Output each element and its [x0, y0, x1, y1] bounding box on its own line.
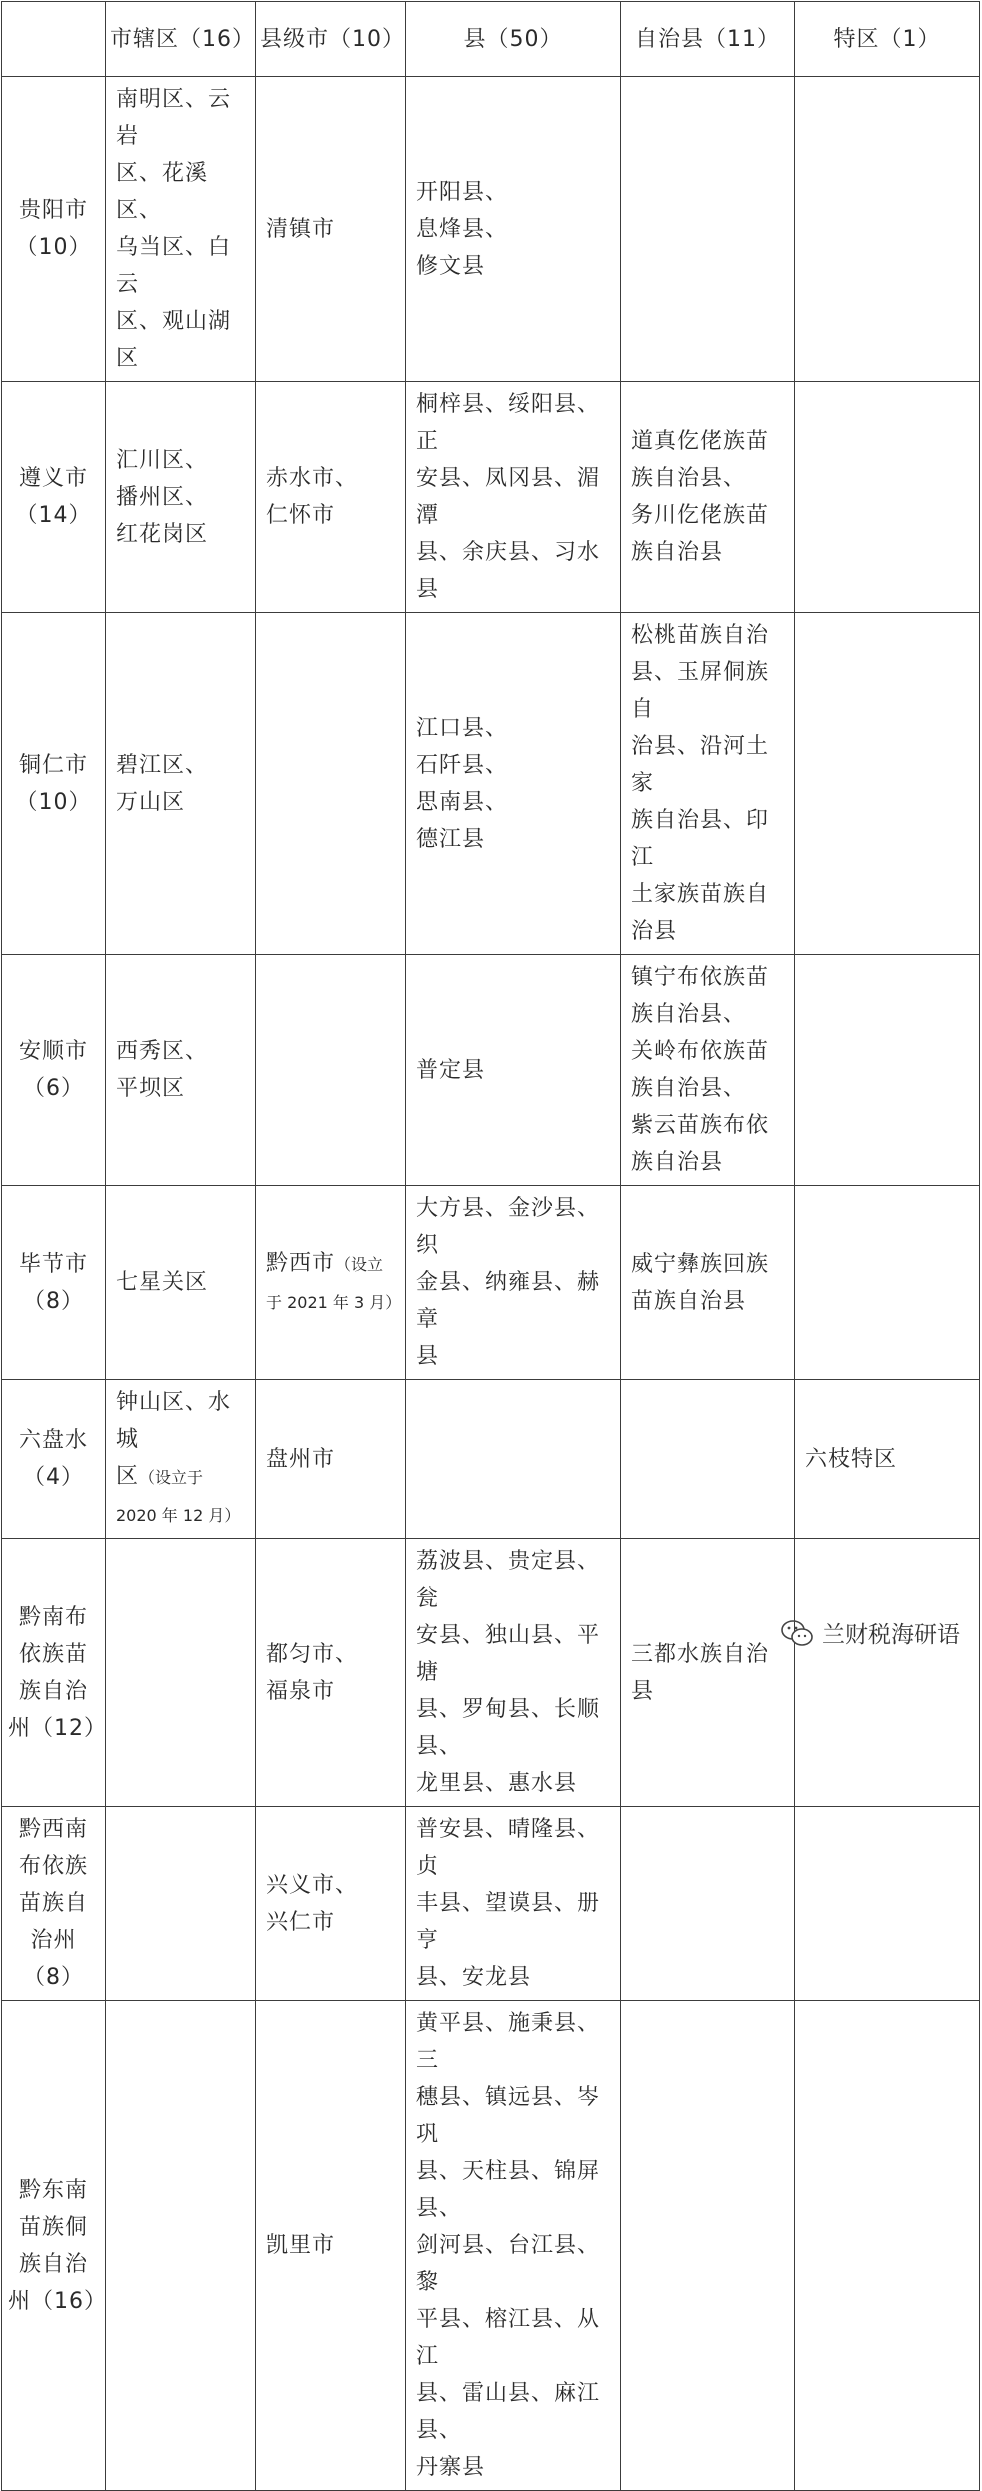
districts-cell [106, 1539, 256, 1807]
county-line: 安县、凤冈县、湄潭 [416, 466, 601, 528]
county-cities-cell [256, 1807, 406, 2001]
autonomous-county-line: 族自治县 [631, 1150, 724, 1175]
city-name-cell [2, 1807, 106, 2001]
division-table [1, 1, 980, 2491]
county-line: 普安县、晴隆县、贞 [416, 1817, 601, 1879]
county-line: 修文县 [416, 253, 486, 279]
watermark [780, 1616, 960, 1649]
table-row [2, 1380, 980, 1539]
district-line: 区 [116, 1464, 140, 1489]
county-cities-cell [256, 1539, 406, 1807]
autonomous-county-line: 族自治县、 [631, 1002, 747, 1027]
districts-cell [106, 1380, 256, 1539]
district-line: 平坝区 [116, 1076, 186, 1101]
county-cities-cell [256, 2001, 406, 2491]
counties-cell [406, 77, 621, 382]
city-name-line: （10） [15, 235, 92, 260]
county-line: 县、余庆县、习水县 [416, 540, 601, 602]
county-line: 县、罗甸县、长顺县、 [416, 1697, 601, 1759]
county-cities-cell [256, 955, 406, 1186]
districts-cell [106, 1186, 256, 1380]
autonomous-county-line: 三都水族自治 [631, 1641, 770, 1667]
city-name-line: （4） [23, 1465, 84, 1490]
county-city-line: 仁怀市 [266, 503, 336, 528]
county-line: 县 [416, 1344, 440, 1369]
table-header-row [2, 2, 980, 77]
county-cities-cell [256, 77, 406, 382]
autonomous-county-line: 县 [631, 1678, 655, 1704]
county-city-line: 都匀市、 [266, 1641, 359, 1667]
city-name-cell [2, 2001, 106, 2491]
autonomous-counties-cell [621, 1807, 795, 2001]
city-name-line: 贵阳市 [18, 198, 88, 223]
city-name-line: 布依族 [18, 1854, 88, 1879]
district-line: 万山区 [116, 789, 186, 815]
wechat-icon [780, 1618, 814, 1648]
city-name-line: 州（12） [8, 1715, 107, 1741]
districts-cell [106, 77, 256, 382]
special-zone-cell [795, 1539, 980, 1807]
special-zone-cell [795, 1186, 980, 1380]
autonomous-counties-cell [621, 382, 795, 613]
autonomous-county-line: 族自治县、印江 [631, 808, 770, 870]
city-name-line: 依族苗 [18, 1641, 88, 1667]
autonomous-county-line: 族自治县、 [631, 1076, 747, 1101]
header-autonomous-counties: 自治县（11） [621, 2, 795, 77]
city-name-cell [2, 382, 106, 613]
city-name-line: 铜仁市 [18, 752, 88, 778]
city-name-line: 毕节市 [18, 1251, 88, 1277]
autonomous-county-line: 务川仡佬族苗 [631, 503, 770, 528]
county-line: 石阡县、 [416, 752, 509, 778]
county-line: 安县、独山县、平塘 [416, 1623, 601, 1685]
special-zone-cell [795, 1380, 980, 1539]
autonomous-county-line: 威宁彝族回族 [631, 1251, 770, 1277]
district-line: 西秀区、 [116, 1039, 209, 1064]
county-cities-cell [256, 1380, 406, 1539]
county-cities-cell [256, 613, 406, 955]
special-zone-cell [795, 2001, 980, 2491]
special-zone-cell [795, 613, 980, 955]
city-name-line: 苗族自 [18, 1891, 88, 1916]
city-name-cell [2, 1380, 106, 1539]
header-blank [2, 2, 106, 77]
county-cities-cell [256, 382, 406, 613]
county-line: 县、天柱县、锦屏县、 [416, 2159, 601, 2221]
county-line: 平县、榕江县、从江 [416, 2307, 601, 2369]
city-name-line: （10） [15, 789, 92, 815]
county-line: 剑河县、台江县、黎 [416, 2233, 601, 2295]
table-row [2, 2001, 980, 2491]
county-line: 息烽县、 [416, 216, 509, 242]
city-name-cell [2, 1539, 106, 1807]
city-name-line: （14） [15, 503, 92, 528]
city-name-line: 黔南布 [18, 1604, 88, 1630]
autonomous-counties-cell [621, 1186, 795, 1380]
county-line: 金县、纳雍县、赫章 [416, 1270, 601, 1332]
county-city-line: 清镇市 [266, 216, 336, 242]
county-city-line: 赤水市、 [266, 466, 359, 491]
county-line: 桐梓县、绥阳县、正 [416, 392, 601, 454]
autonomous-county-line: 道真仡佬族苗 [631, 429, 770, 454]
county-line: 龙里县、惠水县 [416, 1771, 578, 1796]
city-name-line: 族自治 [18, 1678, 88, 1704]
county-line: 县、雷山县、麻江县、 [416, 2381, 601, 2443]
autonomous-counties-cell [621, 1380, 795, 1539]
special-zone-cell [795, 1807, 980, 2001]
special-zone-line: 六枝特区 [805, 1446, 898, 1472]
city-name-line: （8） [23, 1288, 84, 1314]
header-special-zone: 特区（1） [795, 2, 980, 77]
autonomous-counties-cell [621, 77, 795, 382]
autonomous-county-line: 土家族苗族自 [631, 882, 770, 907]
autonomous-county-line: 县、玉屏侗族自 [631, 660, 770, 722]
counties-cell [406, 2001, 621, 2491]
district-line: 区、花溪区、 [116, 161, 209, 223]
city-name-line: 六盘水 [18, 1428, 88, 1453]
table-row [2, 1539, 980, 1807]
autonomous-county-line: 族自治县 [631, 540, 724, 565]
establishment-note: （设立 [335, 1254, 384, 1274]
district-line: 钟山区、水城 [116, 1390, 232, 1452]
autonomous-counties-cell [621, 2001, 795, 2491]
table-row [2, 1807, 980, 2001]
special-zone-cell [795, 77, 980, 382]
city-name-line: （6） [23, 1076, 84, 1101]
county-city-line: 盘州市 [266, 1446, 336, 1472]
autonomous-counties-cell [621, 1539, 795, 1807]
autonomous-counties-cell [621, 955, 795, 1186]
city-name-line: 遵义市 [18, 466, 88, 491]
header-counties: 县（50） [406, 2, 621, 77]
county-line: 大方县、金沙县、织 [416, 1196, 601, 1258]
county-city-line: 黔西市 [266, 1250, 336, 1276]
table-row [2, 613, 980, 955]
counties-cell [406, 1807, 621, 2001]
district-line: 区、观山湖区 [116, 309, 232, 371]
header-districts: 市辖区（16） [106, 2, 256, 77]
districts-cell [106, 2001, 256, 2491]
districts-cell [106, 382, 256, 613]
county-line: 荔波县、贵定县、瓮 [416, 1549, 601, 1611]
districts-cell [106, 1807, 256, 2001]
county-line: 黄平县、施秉县、三 [416, 2011, 601, 2073]
county-city-line: 福泉市 [266, 1678, 336, 1704]
county-city-line: 凯里市 [266, 2233, 336, 2258]
county-city-line: 兴仁市 [266, 1909, 336, 1935]
table-row [2, 382, 980, 613]
autonomous-county-line: 镇宁布依族苗 [631, 965, 770, 990]
establishment-note: 2020 年 12 月） [116, 1506, 241, 1525]
city-name-cell [2, 1186, 106, 1380]
districts-cell [106, 613, 256, 955]
counties-cell [406, 613, 621, 955]
districts-cell [106, 955, 256, 1186]
district-line: 乌当区、白云 [116, 235, 232, 297]
city-name-cell [2, 955, 106, 1186]
autonomous-county-line: 松桃苗族自治 [631, 623, 770, 648]
establishment-note: （设立于 [139, 1468, 204, 1487]
city-name-line: 安顺市 [18, 1039, 88, 1064]
county-line: 丰县、望谟县、册亨 [416, 1891, 601, 1953]
district-line: 碧江区、 [116, 752, 209, 778]
city-name-line: 州（16） [8, 2288, 107, 2314]
city-name-line: （8） [23, 1965, 84, 1990]
city-name-line: 黔西南 [18, 1817, 88, 1842]
district-line: 红花岗区 [116, 521, 209, 547]
autonomous-county-line: 关岭布依族苗 [631, 1039, 770, 1064]
city-name-line: 族自治 [18, 2251, 88, 2277]
city-name-cell [2, 77, 106, 382]
header-county-cities: 县级市（10） [256, 2, 406, 77]
table-row [2, 77, 980, 382]
watermark-text: 兰财税海研语 [822, 1622, 960, 1648]
county-city-line: 兴义市、 [266, 1872, 359, 1898]
special-zone-cell [795, 382, 980, 613]
city-name-line: 黔东南 [18, 2177, 88, 2203]
autonomous-county-line: 族自治县、 [631, 466, 747, 491]
city-name-line: 治州 [30, 1928, 77, 1953]
county-line: 思南县、 [416, 789, 509, 815]
district-line: 播州区、 [116, 484, 209, 510]
table-row [2, 955, 980, 1186]
counties-cell [406, 1380, 621, 1539]
district-line: 七星关区 [116, 1270, 209, 1295]
county-line: 县、安龙县 [416, 1965, 532, 1990]
autonomous-county-line: 治县、沿河土家 [631, 734, 770, 796]
city-name-cell [2, 613, 106, 955]
autonomous-county-line: 苗族自治县 [631, 1288, 747, 1314]
county-line: 丹寨县 [416, 2455, 486, 2480]
autonomous-county-line: 紫云苗族布依 [631, 1113, 770, 1138]
counties-cell [406, 1186, 621, 1380]
table-row [2, 1186, 980, 1380]
county-line: 开阳县、 [416, 179, 509, 205]
special-zone-cell [795, 955, 980, 1186]
county-line: 普定县 [416, 1057, 486, 1083]
establishment-note: 于 2021 年 3 月） [266, 1292, 402, 1312]
county-line: 德江县 [416, 826, 486, 852]
county-line: 穗县、镇远县、岑巩 [416, 2085, 601, 2147]
district-line: 南明区、云岩 [116, 87, 232, 149]
autonomous-county-line: 治县 [631, 919, 678, 944]
counties-cell [406, 955, 621, 1186]
county-cities-cell [256, 1186, 406, 1380]
counties-cell [406, 1539, 621, 1807]
counties-cell [406, 382, 621, 613]
district-line: 汇川区、 [116, 447, 209, 473]
city-name-line: 苗族侗 [18, 2214, 88, 2240]
autonomous-counties-cell [621, 613, 795, 955]
county-line: 江口县、 [416, 715, 509, 741]
